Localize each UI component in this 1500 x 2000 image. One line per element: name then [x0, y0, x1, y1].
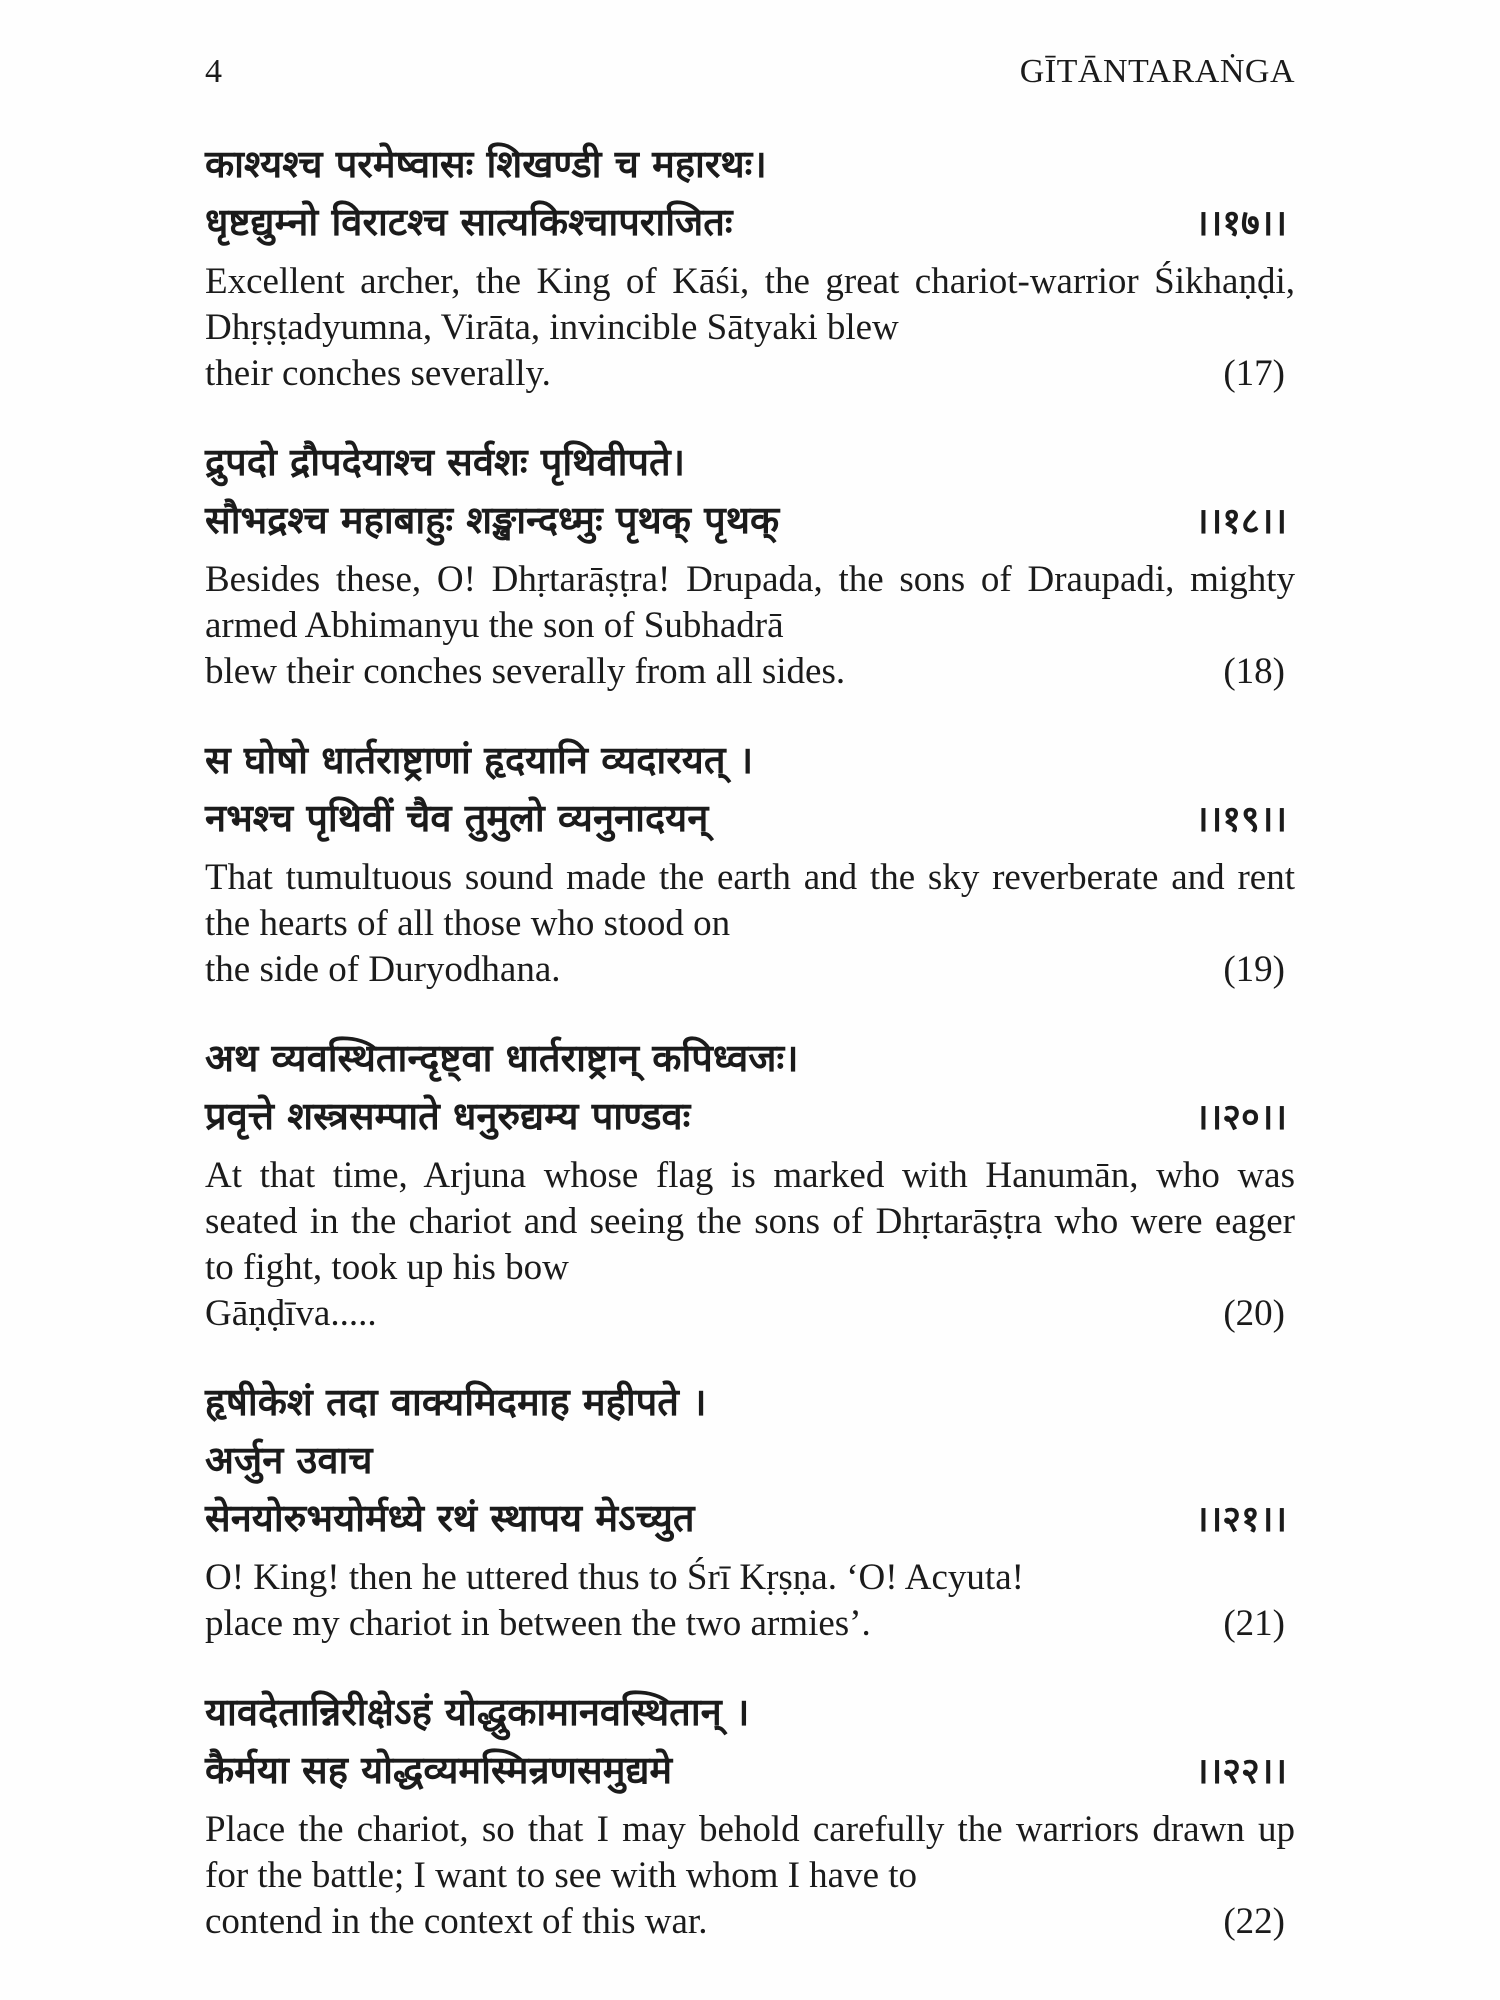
translation-tail: their conches severally.	[205, 353, 551, 394]
verse-reference: (20)	[1223, 1293, 1285, 1334]
translation-last-line	[205, 351, 1295, 397]
verse-17	[205, 135, 1295, 397]
sanskrit-line	[205, 193, 1295, 253]
verse-marker: ।।२०।।	[1194, 1097, 1287, 1138]
translation-tail: contend in the context of this war.	[205, 1901, 708, 1942]
verse-19	[205, 731, 1295, 993]
sanskrit-line	[205, 135, 1295, 193]
translation-tail: the side of Duryodhana.	[205, 949, 561, 990]
sanskrit-text: सेनयोरुभयोर्मध्ये रथं स्थापय मेऽच्युत	[205, 1496, 695, 1540]
verse-reference: (22)	[1223, 1901, 1285, 1942]
verses-container	[205, 135, 1295, 1981]
running-title: GĪTĀNTARAṄGA	[1019, 53, 1295, 90]
translation-tail: blew their conches severally from all sides.	[205, 651, 846, 692]
verse-20	[205, 1029, 1295, 1337]
translation-last-line	[205, 649, 1295, 695]
verse-reference: (17)	[1223, 353, 1285, 394]
sanskrit-text: हृषीकेशं तदा वाक्यमिदमाह महीपते ।	[205, 1380, 707, 1424]
verse-marker: ।।२२।।	[1194, 1751, 1287, 1792]
verse-18	[205, 433, 1295, 695]
translation-text: Besides these, O! Dhṛtarāṣṭra! Drupada, the sons of Draupadi, mighty armed Abhimanyu the son of Subhadrā	[205, 559, 1295, 646]
verse-marker: ।।१९।।	[1194, 799, 1287, 840]
sanskrit-line	[205, 433, 1295, 491]
sanskrit-line	[205, 789, 1295, 849]
verse-reference: (21)	[1223, 1603, 1285, 1644]
sanskrit-text: अथ व्यवस्थितान्दृष्ट्वा धार्तराष्ट्रान् कपिध्वजः।	[205, 1036, 799, 1080]
translation-tail: Gāṇḍīva.....	[205, 1293, 377, 1334]
running-header	[205, 48, 1295, 96]
translation-last-line	[205, 1899, 1295, 1945]
sanskrit-line	[205, 1029, 1295, 1087]
verse-21	[205, 1373, 1295, 1647]
sanskrit-line	[205, 1741, 1295, 1801]
sanskrit-text: धृष्टद्युम्नो विराटश्च सात्यकिश्चापराजितः	[205, 200, 733, 244]
verse-marker: ।।१८।।	[1194, 501, 1287, 542]
sanskrit-line	[205, 1489, 1295, 1549]
verse-marker: ।।२१।।	[1194, 1499, 1287, 1540]
sanskrit-text: स घोषो धार्तराष्ट्राणां हृदयानि व्यदारयत् ।	[205, 738, 754, 782]
translation-text: Excellent archer, the King of Kāśi, the great chariot-warrior Śikhaṇḍi, Dhṛṣṭadyumna, Virāta, invincible Sātyaki blew	[205, 261, 1295, 348]
verse-reference: (18)	[1223, 651, 1285, 692]
sanskrit-text: यावदेतान्निरीक्षेऽहं योद्धुकामानवस्थितान् ।	[205, 1690, 750, 1734]
sanskrit-text: कैर्मया सह योद्धव्यमस्मिन्रणसमुद्यमे	[205, 1748, 673, 1792]
sanskrit-text: नभश्च पृथिवीं चैव तुमुलो व्यनुनादयन्	[205, 796, 709, 840]
translation-last-line	[205, 1601, 1295, 1647]
speaker-heading: अर्जुन उवाच	[205, 1438, 373, 1482]
sanskrit-text: प्रवृत्ते शस्त्रसम्पाते धनुरुद्यम्य पाण्डवः	[205, 1094, 691, 1138]
sanskrit-text: सौभद्रश्च महाबाहुः शङ्खान्दध्मुः पृथक् पृथक्	[205, 498, 780, 542]
sanskrit-line	[205, 1087, 1295, 1147]
page-number: 4	[205, 53, 223, 90]
translation-last-line	[205, 947, 1295, 993]
translation-tail: place my chariot in between the two armies’.	[205, 1603, 871, 1644]
translation-text: At that time, Arjuna whose flag is marked with Hanumān, who was seated in the chariot and seeing the sons of Dhṛtarāṣṭra who were eager to fight, took up his bow	[205, 1155, 1295, 1288]
sanskrit-line	[205, 1683, 1295, 1741]
translation-last-line	[205, 1291, 1295, 1337]
sanskrit-text: द्रुपदो द्रौपदेयाश्च सर्वशः पृथिवीपते।	[205, 440, 686, 484]
sanskrit-line	[205, 731, 1295, 789]
verse-marker: ।।१७।।	[1194, 203, 1287, 244]
translation-text: O! King! then he uttered thus to Śrī Kṛṣṇa. ‘O! Acyuta!	[205, 1557, 1024, 1598]
sanskrit-text: काश्यश्च परमेष्वासः शिखण्डी च महारथः।	[205, 142, 767, 186]
verse-22	[205, 1683, 1295, 1945]
sanskrit-speaker-line	[205, 1431, 1295, 1489]
sanskrit-line	[205, 491, 1295, 551]
translation-text: Place the chariot, so that I may behold carefully the warriors drawn up for the battle; I want to see with whom I have to	[205, 1809, 1295, 1896]
verse-reference: (19)	[1223, 949, 1285, 990]
translation-text: That tumultuous sound made the earth and the sky reverberate and rent the hearts of all those who stood on	[205, 857, 1295, 944]
sanskrit-line	[205, 1373, 1295, 1431]
